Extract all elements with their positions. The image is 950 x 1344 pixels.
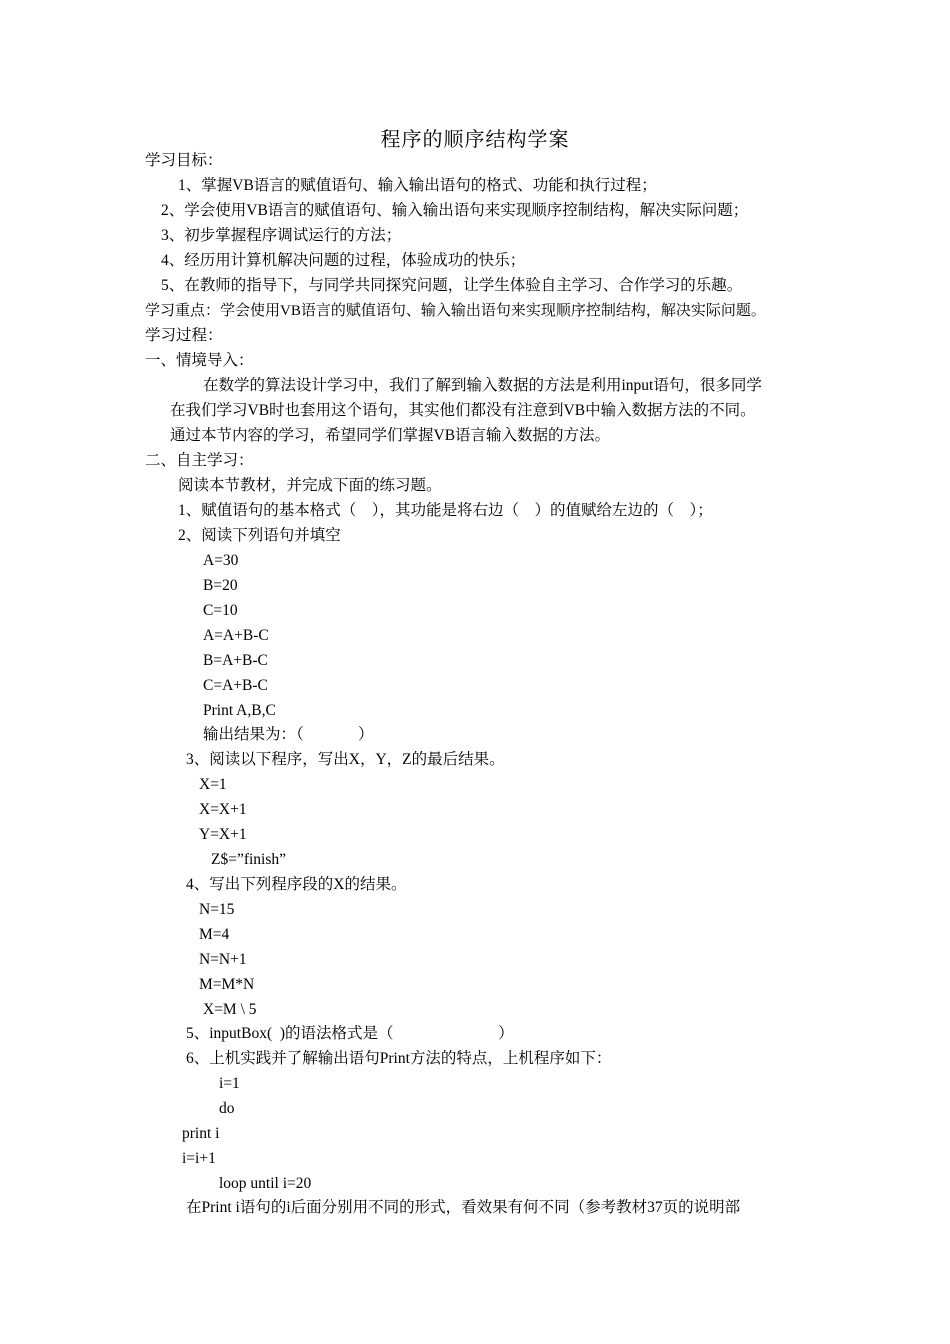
code-line: A=30 <box>203 552 239 569</box>
objective-item-5: 5、在教师的指导下，与同学共同探究问题，让学生体验自主学习、合作学习的乐趣。 <box>161 277 743 294</box>
section2-intro: 阅读本节教材，并完成下面的练习题。 <box>178 477 442 494</box>
code-line: C=A+B-C <box>203 677 268 694</box>
code-line: B=A+B-C <box>203 652 268 669</box>
key-point: 学习重点：学会使用VB语言的赋值语句、输入输出语句来实现顺序控制结构，解决实际问题。 <box>145 303 766 319</box>
code-line: Print A,B,C <box>203 702 276 719</box>
question-3-prompt: 3、阅读以下程序，写出X，Y，Z的最后结果。 <box>186 751 505 768</box>
code-line: do <box>219 1100 235 1117</box>
objective-item-3: 3、初步掌握程序调试运行的方法； <box>161 227 402 244</box>
question-5: 5、inputBox( )的语法格式是（ ） <box>186 1025 514 1042</box>
question-6-prompt: 6、上机实践并了解输出语句Print方法的特点，上机程序如下： <box>186 1050 612 1067</box>
question-2-result: 输出结果为：（ ） <box>203 726 374 743</box>
code-line: C=10 <box>203 602 238 619</box>
code-line: N=N+1 <box>199 951 247 968</box>
objective-item-4: 4、经历用计算机解决问题的过程，体验成功的快乐； <box>161 252 526 269</box>
code-line: X=1 <box>199 776 227 793</box>
code-line: A=A+B-C <box>203 627 269 644</box>
code-line: X=M \ 5 <box>203 1001 257 1018</box>
code-line: Y=X+1 <box>199 826 247 843</box>
code-line: Z$=”finish” <box>211 851 287 868</box>
question-4-prompt: 4、写出下列程序段的X的结果。 <box>186 876 407 893</box>
question-2-prompt: 2、阅读下列语句并填空 <box>178 527 341 544</box>
page-title: 程序的顺序结构学案 <box>380 127 570 151</box>
section1-line-2: 在我们学习VB时也套用这个语句，其实他们都没有注意到VB中输入数据方法的不同。 <box>170 402 756 419</box>
objectives-heading: 学习目标： <box>145 152 223 169</box>
section1-line-3: 通过本节内容的学习，希望同学们掌握VB语言输入数据的方法。 <box>170 427 611 444</box>
code-line: M=4 <box>199 926 230 943</box>
code-line: loop until i=20 <box>219 1175 312 1192</box>
section1-line-1: 在数学的算法设计学习中，我们了解到输入数据的方法是利用input语句，很多同学 <box>203 377 762 394</box>
objective-item-2: 2、学会使用VB语言的赋值语句、输入输出语句来实现顺序控制结构，解决实际问题； <box>161 202 749 219</box>
code-line: N=15 <box>199 901 235 918</box>
section2-heading: 二、自主学习： <box>145 452 254 469</box>
code-line: print i <box>182 1125 220 1142</box>
code-line: B=20 <box>203 577 238 594</box>
code-line: X=X+1 <box>199 801 247 818</box>
question-6-note: 在Print i语句的i后面分别用不同的形式，看效果有何不同（参考教材37页的说明部 <box>186 1199 741 1216</box>
code-line: i=i+1 <box>182 1150 216 1167</box>
code-line: M=M*N <box>199 976 255 993</box>
question-1: 1、赋值语句的基本格式（ ），其功能是将右边（ ）的值赋给左边的（ ）； <box>178 502 713 519</box>
code-line: i=1 <box>219 1075 240 1092</box>
objective-item-1: 1、掌握VB语言的赋值语句、输入输出语句的格式、功能和执行过程； <box>178 177 657 194</box>
section1-heading: 一、情境导入： <box>145 352 254 369</box>
process-heading: 学习过程： <box>145 327 223 344</box>
